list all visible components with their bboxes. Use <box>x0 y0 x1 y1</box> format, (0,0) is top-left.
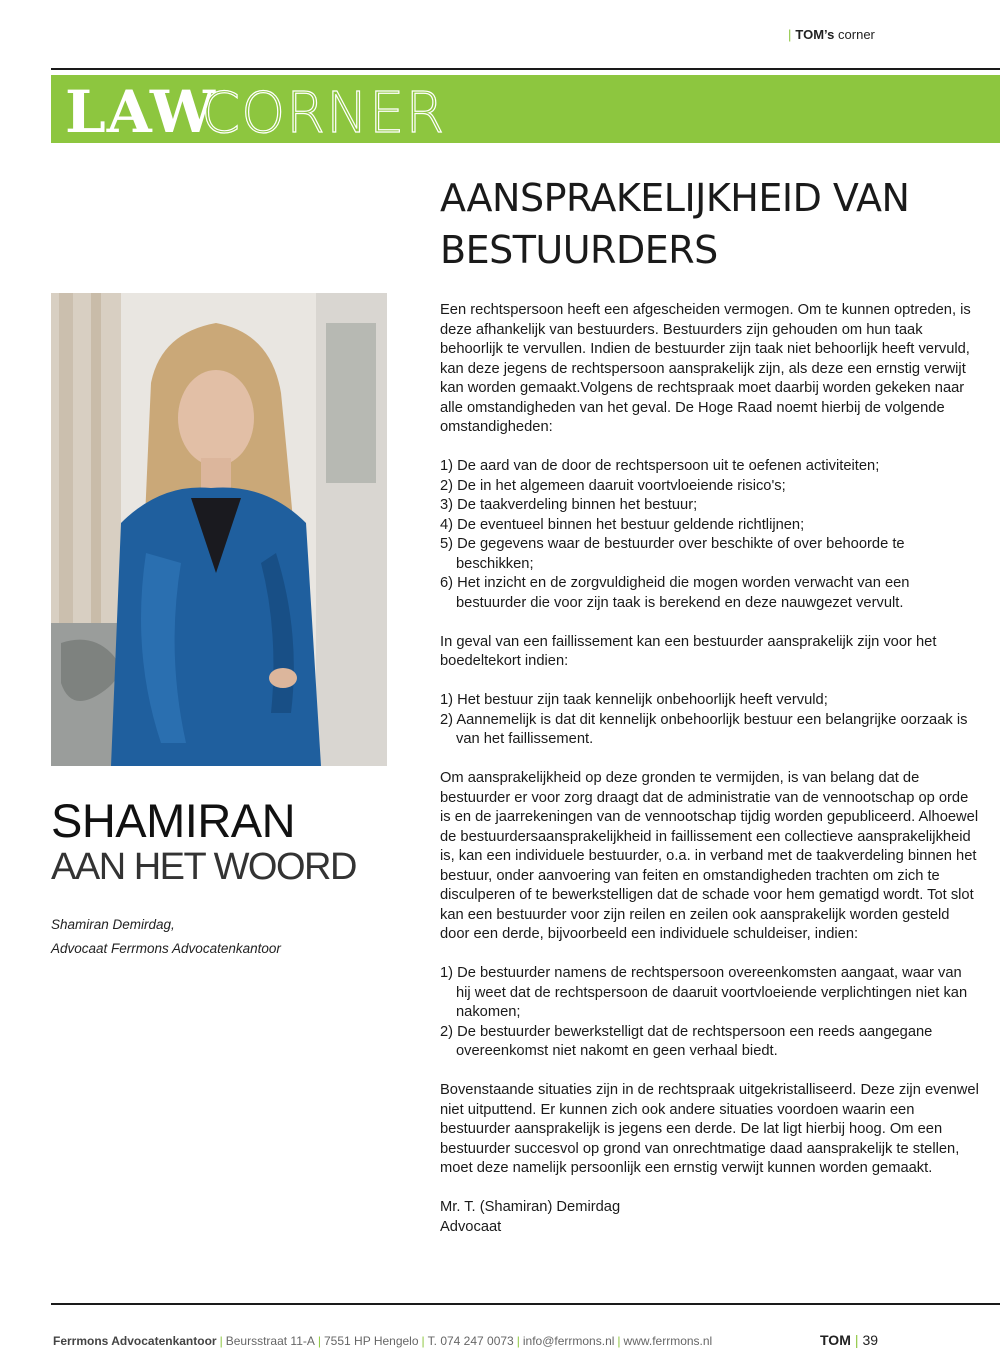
list-item: 1) De aard van de door de rechtspersoon uit te oefenen activiteiten; <box>440 458 880 474</box>
bottom-rule <box>51 1303 1000 1305</box>
page-number: TOM | 39 <box>820 1332 879 1348</box>
list-item: 5) De gegevens waar de bestuurder over beschikte of over behoorde te beschikken; <box>440 536 905 572</box>
law-corner-banner <box>51 75 1000 146</box>
photo-caption <box>51 913 281 961</box>
caption-role: Advocaat Ferrmons Advocatenkantoor <box>51 941 281 956</box>
list-item: 2) De in het algemeen daaruit voortvloeiende risico's; <box>440 477 786 494</box>
magazine-name: TOM <box>820 1332 851 1348</box>
signature-role: Advocaat <box>440 1218 502 1235</box>
portrait-photo <box>51 293 387 766</box>
list-item: 1) Het bestuur zijn taak kennelijk onbehoorlijk heeft vervuld; <box>440 692 828 708</box>
banner-corner: CORNER <box>201 81 446 146</box>
footer-email[interactable]: info@ferrmons.nl <box>522 1334 615 1348</box>
footer-address: Beursstraat 11-A <box>225 1334 315 1348</box>
third-party-list <box>440 964 980 1062</box>
tag-separator: | <box>788 27 792 42</box>
caption-name: Shamiran Demirdag, <box>51 917 175 932</box>
top-rule <box>51 68 1000 70</box>
footer-company: Ferrmons Advocatenkantoor <box>53 1334 217 1348</box>
article-paragraph: Bovenstaande situaties zijn in de rechtspraak uitgekristalliseerd. Deze zijn evenwel niet uitputtend. Er kunnen zich ook andere situaties voordoen waarin een bestuurder aansprakelijk is jegens een derde. De lat ligt hierbij hoog. Om een bestuurder succesvol op grond van onrechtmatige daad aansprakelijk te stellen, moet deze namelijk persoonlijk een ernstig verwijt kunnen worden gemaakt. <box>440 1082 979 1176</box>
footer-phone: T. 074 247 0073 <box>427 1334 514 1348</box>
page-number-value: 39 <box>862 1332 879 1348</box>
profile-name: SHAMIRAN <box>51 794 296 847</box>
list-item: 2) Aannemelijk is dat dit kennelijk onbehoorlijk bestuur een belangrijke oorzaak is van het faillissement. <box>440 711 968 747</box>
article-body <box>440 301 980 1237</box>
banner-law: LAW <box>65 78 217 146</box>
article-intro: Een rechtspersoon heeft een afgescheiden vermogen. Om te kunnen optreden, is deze afhankelijk van bestuurders. Bestuurders zijn gehouden om hun taak behoorlijk te vervullen. Indien de bestuurder zijn taak niet behoorlijk heeft vervuld, kan deze jegens de rechtspersoon aansprakelijk zijn, als deze een ernstig verwijt kan worden gemaakt.Volgens de rechtspraak moet daarbij worden gekeken naar alle omstandigheden van het geval. De Hoge Raad noemt hierbij de volgende omstandigheden: <box>440 302 971 435</box>
article-paragraph: In geval van een faillissement kan een bestuurder aansprakelijk zijn voor het boedeltekort indien: <box>440 633 937 669</box>
tag-section: corner <box>838 27 875 42</box>
footer-website[interactable]: www.ferrmons.nl <box>623 1334 713 1348</box>
signature-name: Mr. T. (Shamiran) Demirdag <box>440 1199 621 1215</box>
footer-contact: Ferrmons Advocatenkantoor | Beursstraat 11-A | 7551 HP Hengelo | T. 074 247 0073 | info@ferrmons.nl | www.ferrmons.nl <box>53 1334 713 1348</box>
list-item: 2) De bestuurder bewerkstelligt dat de rechtspersoon een reeds aangegane overeenkomst niet nakomt en geen verhaal biedt. <box>440 1023 933 1059</box>
section-tag <box>788 27 875 42</box>
article-paragraph: Om aansprakelijkheid op deze gronden te vermijden, is van belang dat de bestuurder er voor zorg draagt dat de administratie van de vennootschap op orde is en de jaarrekeningen van de vennootschap tijdig worden gepubliceerd. Alhoewel de bestuurdersaansprakelijkheid in faillissement een collectieve aansprakelijkheid is, kan een individuele bestuurder, o.a. in verband met de taakverdeling binnen het bestuur, onder aanvoering van feiten en omstandigheden trachten om zich te disculperen of te bewerkstelligen dat de schade voor hem gematigd wordt. Tot slot kan een bestuurder voor zijn reilen en zeilen ook aansprakelijk worden gesteld door een derde, bijvoorbeeld een individuele schuldeiser, indien: <box>440 770 979 942</box>
circumstances-list <box>440 457 980 613</box>
article-title: AANSPRAKELIJKHEID VAN BESTUURDERS <box>440 176 910 272</box>
tag-brand: TOM’s <box>795 27 835 42</box>
bankruptcy-list <box>440 691 980 750</box>
list-item: 4) De eventueel binnen het bestuur geldende richtlijnen; <box>440 516 805 533</box>
profile-subtitle: AAN HET WOORD <box>51 846 356 888</box>
list-item: 6) Het inzicht en de zorgvuldigheid die mogen worden verwacht van een bestuurder die voor zijn taak is berekend en deze nauwgezet vervult. <box>440 575 910 611</box>
list-item: 3) De taakverdeling binnen het bestuur; <box>440 497 698 513</box>
list-item: 1) De bestuurder namens de rechtspersoon overeenkomsten aangaat, waar van hij weet dat de rechtspersoon de daaruit voortvloeiende verplichtingen niet kan nakomen; <box>440 965 968 1020</box>
footer-postal: 7551 HP Hengelo <box>324 1334 419 1348</box>
